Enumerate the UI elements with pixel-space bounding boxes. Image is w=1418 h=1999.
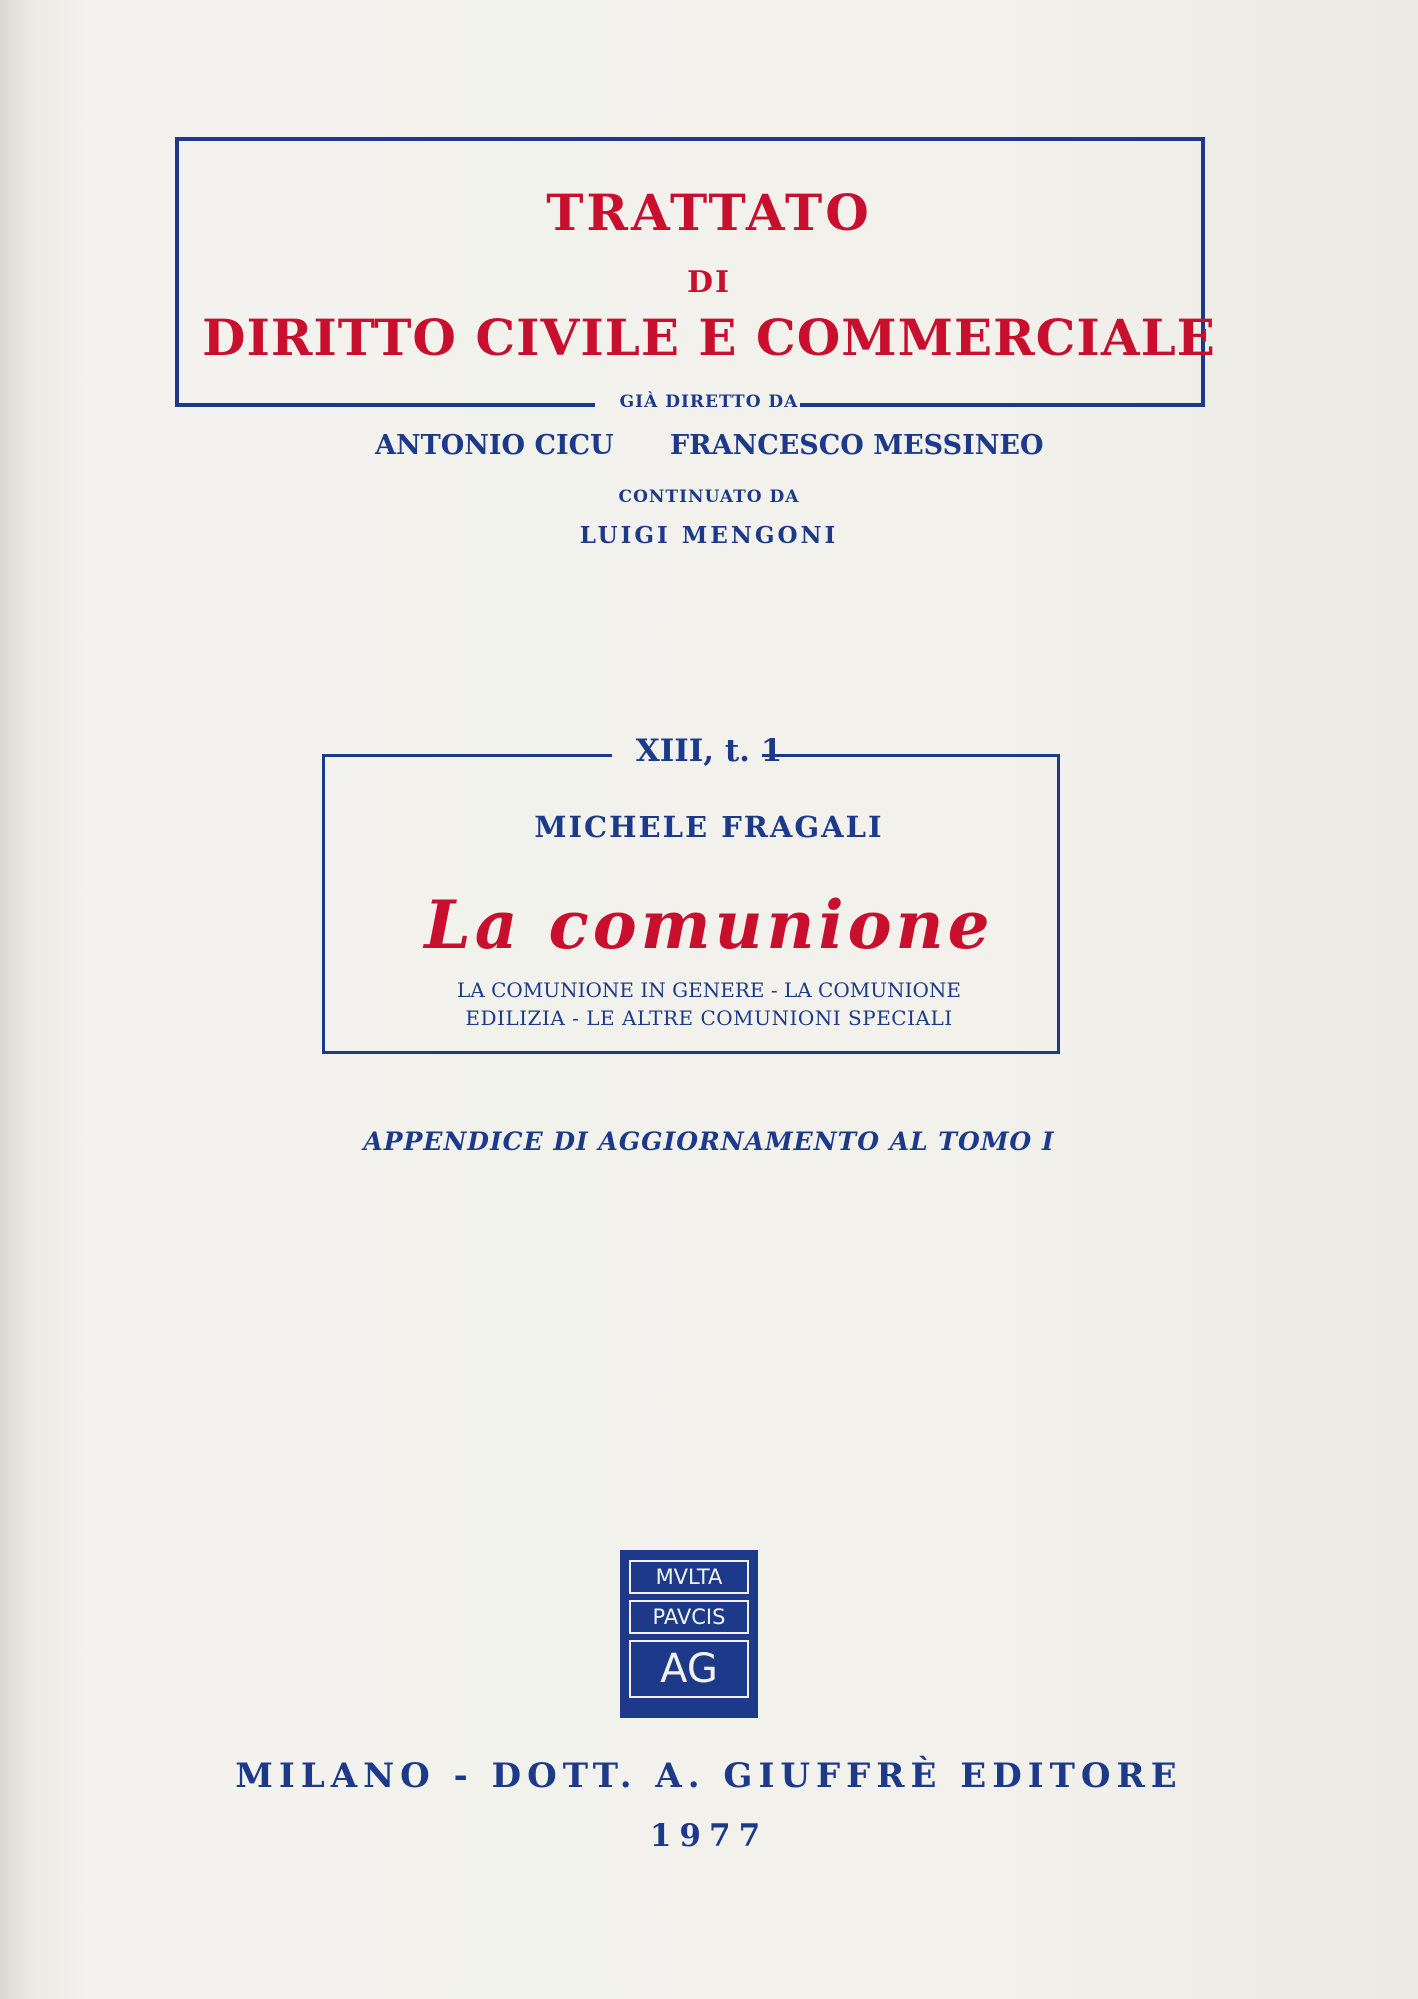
series-title-line1: TRATTATO — [546, 183, 872, 242]
volume-number: XIII, t. 1 — [635, 733, 783, 769]
book-title: La comunione — [424, 886, 994, 964]
director-name-1: ANTONIO CICU — [375, 430, 614, 461]
directed-by-label: GIÀ DIRETTO DA — [619, 392, 799, 412]
publisher: MILANO - DOTT. A. GIUFFRÈ EDITORE — [235, 1756, 1183, 1796]
series-title-line3: DIRITTO CIVILE E COMMERCIALE — [202, 308, 1216, 367]
logo-line3: AG — [629, 1640, 749, 1698]
author-name: MICHELE FRAGALI — [534, 810, 884, 844]
continued-by-label: CONTINUATO DA — [618, 487, 800, 507]
series-title-line2: DI — [686, 265, 732, 300]
publication-year: 1977 — [649, 1818, 769, 1854]
logo-line1: MVLTA — [629, 1560, 749, 1594]
director-name-2: FRANCESCO MESSINEO — [670, 430, 1044, 461]
subtitle-line1: LA COMUNIONE IN GENERE - LA COMUNIONE — [457, 978, 961, 1002]
continued-by-name: LUIGI MENGONI — [579, 522, 839, 549]
publisher-logo — [620, 1550, 758, 1718]
subtitle-line2: EDILIZIA - LE ALTRE COMUNIONI SPECIALI — [465, 1006, 953, 1030]
appendix-note: APPENDICE DI AGGIORNAMENTO AL TOMO I — [363, 1127, 1055, 1156]
logo-line2: PAVCIS — [629, 1600, 749, 1634]
